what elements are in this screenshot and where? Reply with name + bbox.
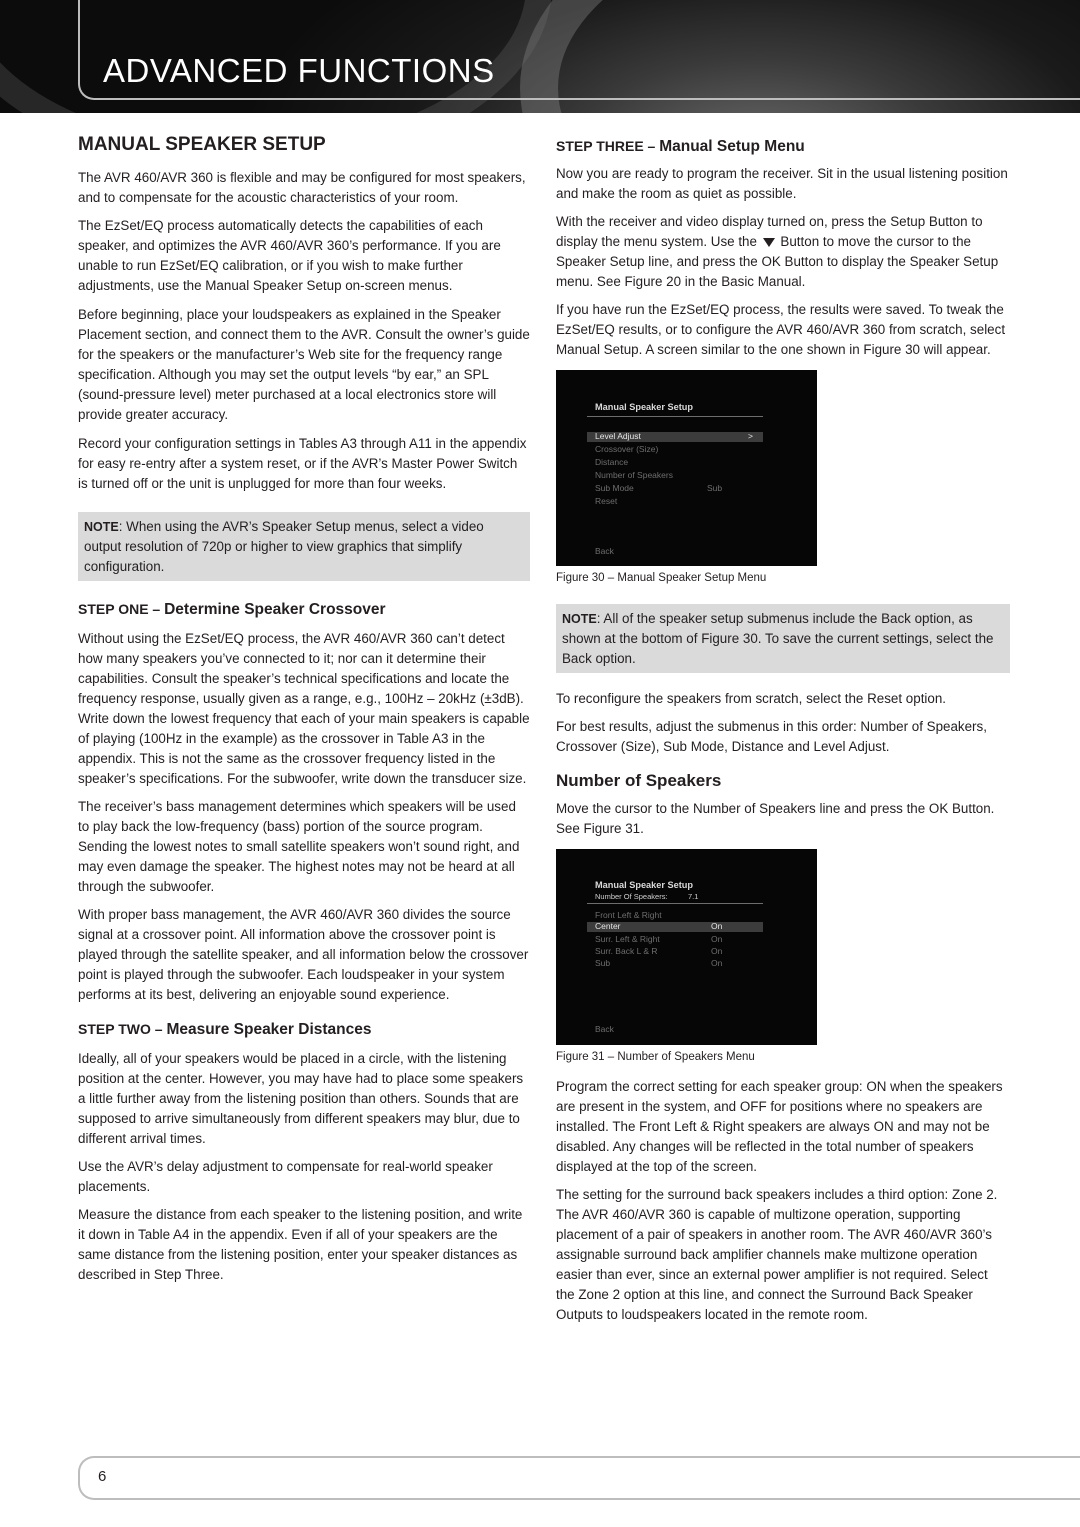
paragraph: For best results, adjust the submenus in this order: Number of Speakers, Crossover (Size), Sub Mode, Distance and Level Adjust. xyxy=(556,719,987,754)
page-footer xyxy=(78,1456,1080,1500)
speaker-count-value: 7.1 xyxy=(688,892,699,901)
menu-item-back: Back xyxy=(595,1024,614,1034)
menu-item-reset: Reset xyxy=(595,496,618,506)
paragraph-text: Button to move the cursor to the Speaker Setup line, and press the OK Button to display the Speaker Setup menu. See Figure 20 in the Basic Manual. xyxy=(556,234,999,289)
menu-item-distance: Distance xyxy=(595,457,629,467)
note-label: NOTE xyxy=(84,520,119,534)
speaker-row-label: Sub xyxy=(595,958,611,968)
figure-30-caption: Figure 30 – Manual Speaker Setup Menu xyxy=(556,572,767,584)
sub-mode-value: Sub xyxy=(707,483,723,493)
page-heading: MANUAL SPEAKER SETUP xyxy=(78,134,326,155)
intro-paragraph: The AVR 460/AVR 360 is flexible and may be configured for most speakers, and to compensate for the acoustic characteristics of your room. xyxy=(78,170,526,205)
speaker-row-label: Surr. Left & Right xyxy=(595,934,660,944)
step-one-title: Determine Speaker Crossover xyxy=(164,601,386,618)
menu-title: Manual Speaker Setup xyxy=(595,880,694,890)
speaker-row-value: On xyxy=(711,958,723,968)
intro-paragraph: Record your configuration settings in Tables A3 through A11 in the appendix for easy re-entry after a system reset, or if the AVR’s Master Power Switch is turned off or the unit is unplugged for more than four weeks. xyxy=(78,436,527,491)
speaker-row-label: Surr. Back L & R xyxy=(595,946,658,956)
speaker-row-label: Center xyxy=(595,921,621,931)
intro-paragraph: Before beginning, place your loudspeakers as explained in the Speaker Placement section, and connect them to the AVR. Consult the owner’s guide for the speakers or the manufacturer’s Web site for the frequency range specification. Although you may set the output levels “by ear,” an SPL (sound-pressure level) meter purchased at a local electronics store will provide greater accuracy. xyxy=(78,307,530,422)
speaker-row-value: On xyxy=(711,921,723,931)
menu-item-sub-mode: Sub Mode xyxy=(595,483,634,493)
right-column xyxy=(556,138,1010,1333)
step-one-paragraph: The receiver’s bass management determines which speakers will be used to play back the low-frequency (bass) portion of the source program. Sending the lowest notes to small satellite speakers won’t sound right, and may even damage the speaker. The highest notes may not be heard at all through the subwoofer. xyxy=(78,799,520,894)
paragraph-text: With the receiver and video display turned on, press the Setup Button to display the menu system. Use the xyxy=(556,214,983,249)
note-text: : When using the AVR’s Speaker Setup menus, select a video output resolution of 720p or higher to view graphics that simplify configuration. xyxy=(84,519,484,574)
step-three-lead: STEP THREE – xyxy=(556,138,660,154)
speaker-row-value: On xyxy=(711,934,723,944)
menu-title-rule xyxy=(587,903,763,904)
step-two-title: Measure Speaker Distances xyxy=(166,1021,372,1038)
chevron-right-icon: > xyxy=(748,431,753,441)
note-box xyxy=(556,604,1010,673)
step-three-title: Manual Setup Menu xyxy=(659,138,805,155)
number-of-speakers-heading: Number of Speakers xyxy=(556,771,722,790)
speaker-row-value: On xyxy=(711,946,723,956)
down-arrow-icon xyxy=(763,238,775,247)
note-text: : All of the speaker setup submenus include the Back option, as shown at the bottom of Figure 30. To save the current settings, select the Back option. xyxy=(562,611,994,666)
menu-item-level-adjust: Level Adjust xyxy=(595,431,641,441)
step-three-heading xyxy=(556,138,1010,156)
step-one-lead: STEP ONE – xyxy=(78,601,165,617)
section-title: ADVANCED FUNCTIONS xyxy=(103,52,495,89)
figure-30-screen xyxy=(556,370,817,566)
speaker-count-label: Number Of Speakers: xyxy=(595,892,668,901)
note-label: NOTE xyxy=(562,612,597,626)
menu-title: Manual Speaker Setup xyxy=(595,402,694,412)
step-three-paragraph: If you have run the EzSet/EQ process, the results were saved. To tweak the EzSet/EQ results, or to configure the AVR 460/AVR 360 from scratch, select Manual Setup. A screen similar to the one shown in Figure 30 will appear. xyxy=(556,302,1006,357)
paragraph: The setting for the surround back speakers includes a third option: Zone 2. The AVR 460/AVR 360 is capable of multizone operation, supporting placement of a pair of speakers in another room. The AVR 460/AVR 360’s assignable surround back amplifier channels make multizone operation easier than ever, since an external power amplifier is not required. Select the Zone 2 option at this line, and connect the Surround Back Speaker Outputs to loudspeakers located in the remote room. xyxy=(556,1187,998,1322)
step-one-heading xyxy=(78,601,530,619)
figure-31-caption: Figure 31 – Number of Speakers Menu xyxy=(556,1051,755,1063)
step-three-paragraph xyxy=(556,212,1010,292)
speaker-row-label: Front Left & Right xyxy=(595,910,662,920)
left-column xyxy=(78,134,530,1293)
figure-31-screen xyxy=(556,849,817,1045)
step-two-paragraph: Use the AVR’s delay adjustment to compensate for real-world speaker placements. xyxy=(78,1159,493,1194)
header-banner xyxy=(0,0,1080,113)
menu-item-back: Back xyxy=(595,546,614,556)
paragraph: Move the cursor to the Number of Speakers line and press the OK Button. See Figure 31. xyxy=(556,801,995,836)
menu-item-number-of-speakers: Number of Speakers xyxy=(595,470,673,480)
paragraph: To reconfigure the speakers from scratch, select the Reset option. xyxy=(556,691,947,706)
step-three-paragraph: Now you are ready to program the receiver. Sit in the usual listening position and make the room as quiet as possible. xyxy=(556,166,1008,201)
paragraph: Program the correct setting for each speaker group: ON when the speakers are present in the system, and OFF for positions where no speakers are installed. The Front Left & Right speakers are always ON and may not be disabled. Any changes will be reflected in the total number of speakers displayed at the top of the screen. xyxy=(556,1079,1003,1174)
step-one-paragraph: Without using the EzSet/EQ process, the AVR 460/AVR 360 can’t detect how many speakers you’ve connected to it; nor can it determine their capabilities. Consult the speaker’s technical specifications and locate the frequency response, usually given as a range, e.g., 100Hz – 20kHz (±3dB). Write down the lowest frequency that each of your main speakers is capable of playing (100Hz in the example) as the crossover in Table A3 in the appendix. This is not the same as the crossover frequency listed in the speaker’s specifications. For the subwoofer, write down the transducer size. xyxy=(78,631,530,786)
step-two-heading xyxy=(78,1021,530,1039)
step-two-lead: STEP TWO – xyxy=(78,1021,167,1037)
menu-title-rule xyxy=(587,416,763,417)
step-one-paragraph: With proper bass management, the AVR 460/AVR 360 divides the source signal at a crossover point. All information above the crossover point is played through the satellite speaker, and all information below the crossover point is played through the subwoofer. Each loudspeaker in your system performs at its best, delivering an enjoyable sound experience. xyxy=(78,907,529,1002)
menu-item-crossover: Crossover (Size) xyxy=(595,444,659,454)
intro-paragraph: The EzSet/EQ process automatically detects the capabilities of each speaker, and optimizes the AVR 460/AVR 360’s performance. If you are unable to run EzSet/EQ calibration, or if you wish to make further adjustments, use the Manual Speaker Setup on-screen menus. xyxy=(78,218,501,293)
step-two-paragraph: Measure the distance from each speaker to the listening position, and write it down in Table A4 in the appendix. Even if all of your speakers are the same distance from the listening position, enter your speaker distances as described in Step Three. xyxy=(78,1207,523,1282)
note-box xyxy=(78,512,530,581)
page-number: 6 xyxy=(98,1468,107,1485)
step-two-paragraph: Ideally, all of your speakers would be placed in a circle, with the listening position at the center. However, you may have had to place some speakers a little further away from the listening position than others. Sounds that are supposed to arrive simultaneously from different speakers may blur, due to different arrival times. xyxy=(78,1051,524,1146)
